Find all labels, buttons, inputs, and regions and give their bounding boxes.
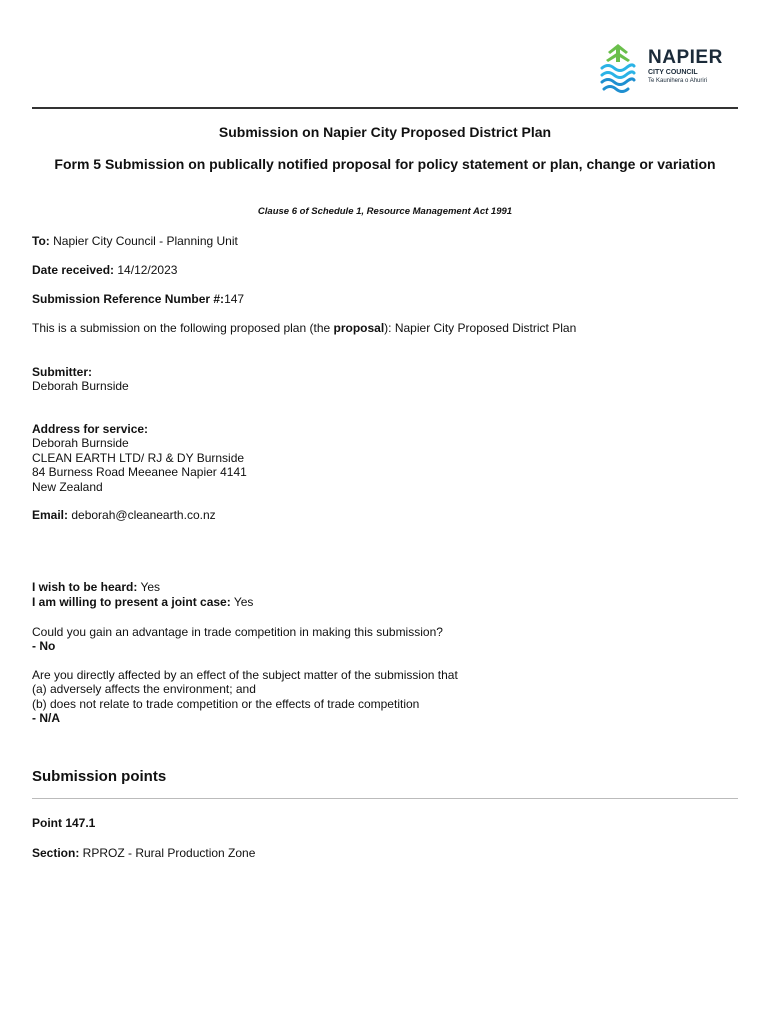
reference-value: 147 (224, 292, 245, 306)
reference-label: Submission Reference Number #: (32, 292, 225, 306)
email-value: deborah@cleanearth.co.nz (68, 508, 216, 522)
joint-value: Yes (230, 595, 254, 609)
address-line: 84 Burness Road Meeanee Napier 4141 (32, 465, 247, 479)
date-value: 14/12/2023 (114, 263, 178, 277)
to-label: To: (32, 234, 50, 248)
logo-subtitle: CITY COUNCIL (648, 69, 698, 76)
address-label: Address for service: (32, 422, 149, 436)
napier-city-council-logo (598, 44, 728, 96)
header-divider (32, 107, 738, 109)
date-label: Date received: (32, 263, 115, 277)
reference-number-field (32, 292, 244, 307)
section-divider (32, 798, 738, 799)
clause-reference: Clause 6 of Schedule 1, Resource Management Act 1991 (257, 206, 513, 217)
page-title: Submission on Napier City Proposed District Plan (218, 124, 552, 140)
submitter-name: Deborah Burnside (32, 379, 129, 393)
affected-question: Are you directly affected by an effect of the subject matter of the submission that (32, 668, 458, 682)
section-field (32, 846, 255, 861)
trade-question: Could you gain an advantage in trade competition in making this submission? (32, 625, 443, 639)
joint-label: I am willing to present a joint case: (32, 595, 231, 609)
affected-option-b: (b) does not relate to trade competition or the effects of trade competition (32, 697, 420, 711)
submitter-label: Submitter: (32, 365, 92, 379)
section-label: Section: (32, 846, 80, 860)
to-field (32, 234, 238, 249)
affected-option-a: (a) adversely affects the environment; and (32, 682, 256, 696)
address-line: New Zealand (32, 480, 103, 494)
heard-label: I wish to be heard: (32, 580, 138, 594)
date-received-field (32, 263, 177, 278)
proposal-text-before: This is a submission on the following proposed plan (the (32, 321, 334, 335)
email-label: Email: (32, 508, 69, 522)
submission-points-heading: Submission points (32, 768, 167, 785)
address-line: Deborah Burnside (32, 436, 129, 450)
proposal-text-after: ): Napier City Proposed District Plan (384, 321, 577, 335)
trade-answer: - No (32, 639, 56, 653)
napier-logo-icon (598, 44, 638, 96)
address-line: CLEAN EARTH LTD/ RJ & DY Burnside (32, 451, 245, 465)
proposal-statement (32, 321, 576, 336)
to-value: Napier City Council - Planning Unit (49, 234, 238, 248)
logo-maori-name: Te Kaunihera o Ahuriri (648, 78, 708, 84)
point-label: Point 147.1 (32, 816, 96, 830)
affected-answer: - N/A (32, 711, 60, 725)
heard-value: Yes (137, 580, 161, 594)
section-value: RPROZ - Rural Production Zone (79, 846, 256, 860)
form-title: Form 5 Submission on publically notified proposal for policy statement or plan, change or variation (54, 156, 716, 172)
email-field (32, 508, 216, 523)
joint-case-field (32, 595, 253, 610)
heard-field (32, 580, 160, 595)
logo-name: NAPIER (648, 47, 723, 68)
proposal-bold: proposal (333, 321, 385, 335)
